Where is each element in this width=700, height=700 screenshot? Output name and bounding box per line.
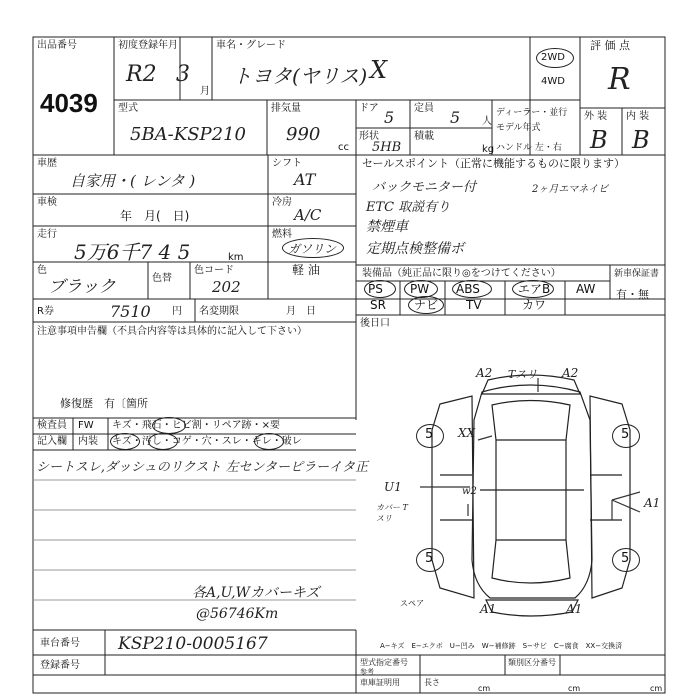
int-score: B: [632, 126, 650, 154]
drive-2wd: 2WD: [541, 52, 565, 63]
cm-unit-1: cm: [478, 684, 491, 693]
mark-cover: カバー Tスリ: [376, 503, 408, 523]
ext-score: B: [590, 126, 608, 154]
doors: 5: [384, 108, 395, 127]
cm-unit-3: cm: [650, 684, 663, 693]
model: 5BA-KSP210: [130, 124, 247, 145]
mark-xx: XX: [458, 426, 476, 440]
regno-label: 登録番号: [40, 660, 80, 671]
capacity-unit: 人: [482, 116, 492, 127]
check-fw: FW: [78, 420, 94, 431]
check-label: 検査員: [37, 420, 67, 431]
type-spec-label: 型式指定番号: [360, 658, 408, 667]
reg-month: 3: [176, 62, 190, 87]
recycle-label: R券: [37, 306, 54, 317]
garage-label: 車庫証明用: [360, 678, 400, 687]
fuel-diesel: 軽 油: [292, 263, 320, 277]
mark-t-scrape: Tスリ: [508, 368, 538, 381]
shift: AT: [294, 170, 316, 189]
sales-point-3: 禁煙車: [366, 219, 408, 235]
equip-label: 装備品（純正品に限り◎をつけてください）: [362, 268, 561, 279]
capacity: 5: [450, 108, 461, 127]
dealer-label: ディーラー・並行: [496, 108, 568, 118]
fuel: ガソリン: [288, 242, 337, 256]
class-label: 類別区分番号: [508, 658, 556, 667]
spare-label: スペア: [400, 599, 424, 608]
mark-a1-right: A1: [644, 496, 661, 510]
history-label: 車歴: [37, 158, 57, 169]
km-unit: km: [228, 252, 244, 263]
newcar-value: 有・無: [616, 288, 649, 301]
equip-sr: SR: [370, 298, 386, 312]
diagram-note-2: @56746Km: [196, 606, 279, 622]
mark-a2-left: A2: [476, 366, 493, 380]
length-label: 長さ: [424, 678, 440, 687]
colorcode-label: 色コード: [194, 265, 234, 276]
car-diagram: [420, 375, 640, 616]
damage-legend: A−キズ E−エクボ U−凹み W−補修跡 S−サビ C−腐食 XX−交換済: [380, 642, 623, 650]
color-change-label: 色替: [152, 273, 172, 284]
repair-label: 修復歴 有〔箇所: [60, 397, 148, 410]
fuel-label: 燃料: [272, 229, 292, 240]
mark-a2-right: A2: [562, 366, 579, 380]
tire-rl-value: 5: [425, 551, 434, 566]
recycle: 7510: [110, 302, 151, 321]
lot-label: 出品番号: [37, 40, 77, 51]
load-label: 積載: [414, 131, 434, 142]
capacity-label: 定員: [414, 103, 434, 114]
carname-label: 車名・グレード: [216, 40, 286, 51]
model-label: 型式: [118, 103, 138, 114]
history: 自家用・( レンタ ): [70, 172, 196, 190]
lot-number: 4039: [40, 88, 98, 118]
mark-u1: U1: [384, 480, 402, 494]
drive-4wd: 4WD: [541, 76, 565, 87]
name-change-label: 名変期限: [199, 306, 239, 317]
equip-airbag: エアB: [518, 282, 551, 296]
chassis: KSP210-0005167: [118, 634, 268, 654]
tire-fl-value: 5: [425, 427, 434, 442]
equip-navi-circle: [408, 296, 444, 314]
sales-extra: 2ヶ月エマネイビ: [532, 184, 609, 195]
wear-circle: [254, 433, 284, 450]
equip-ps: PS: [368, 282, 383, 296]
kg-unit: kg: [482, 144, 495, 155]
displacement-label: 排気量: [271, 103, 301, 114]
displacement: 990: [286, 124, 321, 145]
type-spec-ref: 参考: [360, 668, 374, 676]
yen-unit: 円: [172, 306, 182, 317]
shape: 5HB: [372, 140, 402, 155]
check-int-items: キズ・汚し・コゲ・穴・スレ・キレ・破レ: [112, 436, 302, 447]
check-ext-items: キズ・飛石・ヒビ割・リペア跡・×要: [112, 420, 280, 431]
chassis-label: 車台番号: [40, 638, 80, 649]
equip-abs-circle: [452, 280, 492, 298]
reg-label: 初度登録年月: [118, 40, 178, 51]
entry-label: 記入欄: [37, 436, 67, 447]
cm-unit-2: cm: [568, 684, 581, 693]
modelyear-label: モデル年式: [496, 123, 541, 133]
mark-a1-bottom-left: A1: [480, 602, 497, 616]
ac-label: 冷房: [272, 197, 292, 208]
stone-chip-circle: [152, 417, 186, 434]
mileage-label: 走行: [37, 229, 57, 240]
scratch-circle: [110, 433, 140, 450]
inspection: 年 月( 日): [120, 209, 190, 223]
carname: トヨタ(ヤリス): [232, 64, 368, 88]
grade: X: [370, 56, 388, 84]
score-label: 評 価 点: [590, 39, 630, 52]
color-label: 色: [37, 265, 47, 276]
equip-pw: PW: [410, 282, 430, 296]
equip-tv: TV: [466, 298, 482, 312]
ac: A/C: [294, 206, 322, 224]
ext-label: 外 装: [584, 111, 608, 122]
reg-month-unit: 月: [200, 86, 210, 97]
score: R: [608, 62, 631, 97]
diagram-note-1: 各A,U,Wカバーキズ: [192, 585, 320, 601]
equip-abs: ABS: [456, 282, 480, 296]
interior-note: シートスレ,ダッシュのリクスト 左センターピラーイタ正: [36, 460, 368, 475]
reg-era: R2: [126, 62, 157, 87]
mark-a1-bottom-right: A1: [566, 602, 583, 616]
sales-point-2: ETC 取説有り: [366, 200, 451, 215]
shift-label: シフト: [272, 158, 302, 169]
equip-aw: AW: [576, 282, 596, 296]
name-change: 月 日: [286, 306, 316, 317]
color: ブラック: [48, 277, 116, 297]
sales-point-4: 定期点検整備ボ: [366, 241, 464, 257]
mark-w2: w2: [462, 486, 477, 497]
door-label: ドア: [359, 103, 379, 114]
inspection-label: 車検: [37, 197, 57, 208]
shape-label: 形状: [359, 131, 379, 142]
sales-point-1: バックモニター付: [372, 180, 477, 195]
stain-circle: [148, 433, 178, 450]
sales-label: セールスポイント（正常に機能するものに限ります）: [362, 157, 626, 170]
newcar-label: 新車保証書: [614, 269, 660, 279]
tire-fr-value: 5: [621, 427, 630, 442]
mileage: 5万6千7 4 5: [74, 240, 191, 264]
int-label: 内 装: [626, 111, 650, 122]
tire-rr-value: 5: [621, 551, 630, 566]
colorcode: 202: [212, 278, 241, 296]
equip-airbag-circle: [512, 280, 554, 298]
equip-leather: カワ: [522, 298, 547, 312]
handle-label: ハンドル 左・右: [496, 143, 562, 153]
equip-navi: ナビ: [414, 298, 439, 312]
cc-unit: cc: [338, 142, 349, 153]
notes-label: 注意事項申告欄（不具合内容等は具体的に記入して下さい）: [37, 326, 307, 337]
rear-label: 後日口: [360, 318, 390, 329]
equip-ps-circle: [364, 280, 396, 298]
check-interior: 内装: [78, 436, 98, 447]
